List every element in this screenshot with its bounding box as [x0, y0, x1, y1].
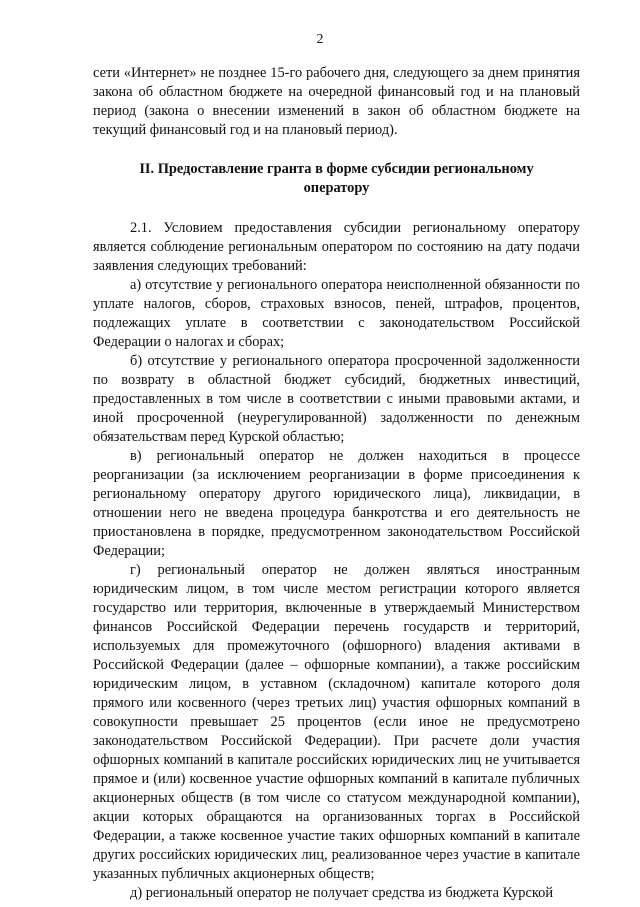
paragraph-item-b: б) отсутствие у регионального оператора просроченной задолженности по возврату в областной бюджет субсидий, бюджетных инвестиций, предоставленных в том числе в соответствии с иными правовыми актами, и иной просроченной (неурегулированной) задолженности по денежным обязательствам перед Курской областью;	[93, 353, 580, 445]
paragraph-item-d: д) региональный оператор не получает средства из бюджета Курской	[130, 885, 554, 901]
paragraph-item-g: г) региональный оператор не должен являться иностранным юридическим лицом, в том числе местом регистрации которого является государство или территория, включенные в утверждаемый Министерством финансов Российской Федерации перечень государств и территорий, используемых для промежуточного (офшорного) владения активами в Российской Федерации (далее – офшорные компании), а также российским юридическим лицом, в уставном (складочном) капитале которого доля прямого или косвенного (через третьих лиц) участия офшорных компаний в совокупности превышает 25 процентов (если иное не предусмотрено законодательством Российской Федерации). При расчете доли участия офшорных компаний в капитале российских юридических лиц не учитывается прямое и (или) косвенное участие офшорных компаний в капитале публичных акционерных обществ (в том числе со статусом международной компании), акции которых обращаются на организованных торгах в Российской Федерации, а также косвенное участие таких офшорных компаний в капитале других российских юридических лиц, реализованное через участие в капитале указанных публичных акционерных обществ;	[93, 562, 580, 882]
document-body	[93, 64, 580, 903]
section-title: II. Предоставление гранта в форме субсидии региональному оператору	[139, 161, 534, 196]
paragraph-2-1: 2.1. Условием предоставления субсидии региональному оператору является соблюдение региональным оператором по состоянию на дату подачи заявления следующих требований:	[93, 220, 580, 274]
paragraph-item-a: а) отсутствие у регионального оператора неисполненной обязанности по уплате налогов, сборов, страховых взносов, пеней, штрафов, процентов, подлежащих уплате в соответствии с законодательством Российской Федерации о налогах и сборах;	[93, 277, 580, 350]
paragraph-item-v: в) региональный оператор не должен находиться в процессе реорганизации (за исключением реорганизации в форме присоединения к региональному оператору другого юридического лица), ликвидации, в отношении него не введена процедура банкротства и его деятельность не приостановлена в порядке, предусмотренном законодательством Российской Федерации;	[93, 448, 580, 559]
page-number: 2	[316, 32, 324, 47]
paragraph-intro: сети «Интернет» не позднее 15-го рабочего дня, следующего за днем принятия закона об областном бюджете на очередной финансовый год и на плановый период (закона о внесении изменений в закон об областном бюджете на текущий финансовый год и на плановый период).	[93, 65, 580, 138]
